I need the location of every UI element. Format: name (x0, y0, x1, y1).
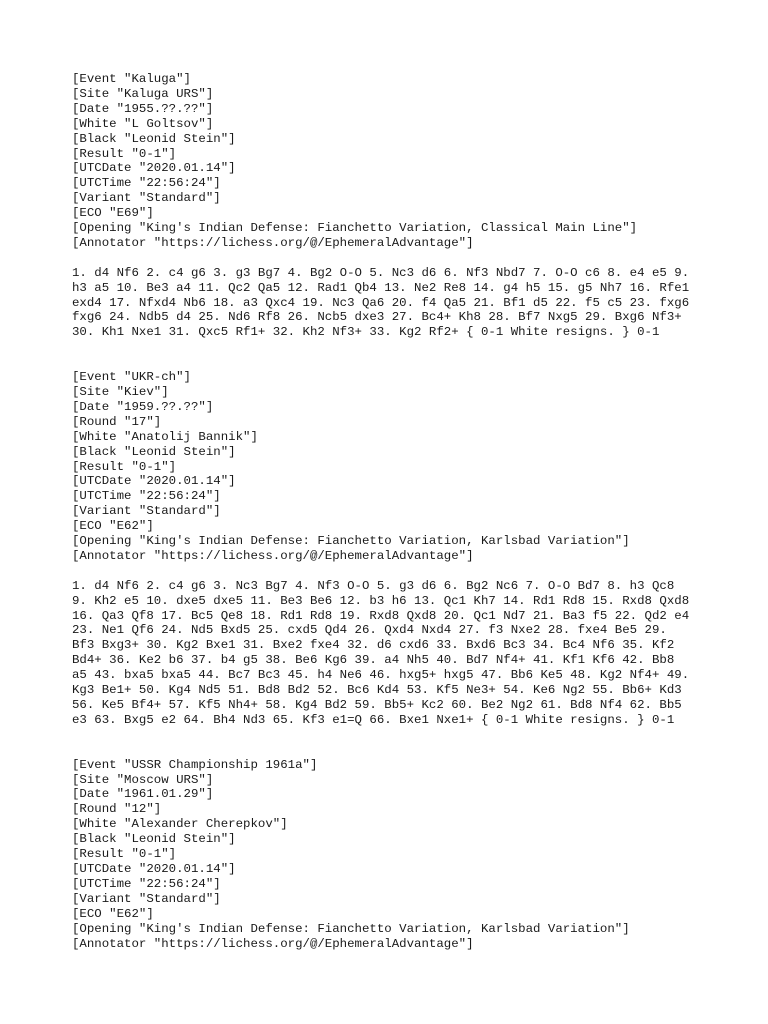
tag-variant: [Variant "Standard"] (72, 504, 221, 519)
tag-black: [Black "Leonid Stein"] (72, 444, 236, 459)
tag-black: [Black "Leonid Stein"] (72, 131, 236, 146)
tag-site: [Site "Moscow URS"] (72, 772, 214, 787)
game-2 (72, 370, 702, 728)
tag-utctime: [UTCTime "22:56:24"] (72, 876, 221, 891)
tag-site: [Site "Kaluga URS"] (72, 86, 214, 101)
tag-annotator: [Annotator "https://lichess.org/@/EphemeralAdvantage"] (72, 936, 474, 951)
tag-date: [Date "1961.01.29"] (72, 787, 214, 802)
tag-event: [Event "Kaluga"] (72, 72, 191, 86)
tag-utctime: [UTCTime "22:56:24"] (72, 489, 221, 504)
tag-eco: [ECO "E62"] (72, 519, 154, 534)
tag-utctime: [UTCTime "22:56:24"] (72, 176, 221, 191)
tag-round: [Round "17"] (72, 414, 162, 429)
tag-event: [Event "USSR Championship 1961a"] (72, 757, 318, 772)
tag-eco: [ECO "E69"] (72, 206, 154, 221)
tag-variant: [Variant "Standard"] (72, 191, 221, 206)
tag-eco: [ECO "E62"] (72, 906, 154, 921)
tag-variant: [Variant "Standard"] (72, 891, 221, 906)
pgn-document (72, 72, 702, 951)
tag-utcdate: [UTCDate "2020.01.14"] (72, 161, 236, 176)
game-1 (72, 72, 702, 340)
tag-annotator: [Annotator "https://lichess.org/@/EphemeralAdvantage"] (72, 235, 474, 250)
tag-opening: [Opening "King's Indian Defense: Fianchetto Variation, Karlsbad Variation"] (72, 921, 630, 936)
tag-utcdate: [UTCDate "2020.01.14"] (72, 474, 236, 489)
move-text: 1. d4 Nf6 2. c4 g6 3. g3 Bg7 4. Bg2 O-O 5. Nc3 d6 6. Nf3 Nbd7 7. O-O c6 8. e4 e5 9. h3 a5 10. Be3 a4 11. Qc2 Qa5 12. Rad1 Qb4 13. Ne2 Re8 14. g4 h5 15. g5 Nh7 16. Rfe1 exd4 17. Nfxd4 Nb6 18. a3 Qxc4 19. Nc3 Qa6 20. f4 Qa5 21. Bf1 d5 22. f5 c5 23. fxg6 fxg6 24. Ndb5 d4 25. Nd6 Rf8 26. Ncb5 dxe3 27. Bc4+ Kh8 28. Bf7 Nxg5 29. Bxg6 Nf3+ 30. Kh1 Nxe1 31. Qxc5 Rf1+ 32. Kh2 Nf3+ 33. Kg2 Rf2+ { 0-1 White resigns. } 0-1 (72, 265, 690, 340)
tag-white: [White "Alexander Cherepkov"] (72, 817, 288, 832)
tag-date: [Date "1955.??.??"] (72, 101, 214, 116)
move-text: 1. d4 Nf6 2. c4 g6 3. Nc3 Bg7 4. Nf3 O-O 5. g3 d6 6. Bg2 Nc6 7. O-O Bd7 8. h3 Qc8 9. Kh2 e5 10. dxe5 dxe5 11. Be3 Be6 12. b3 h6 13. Qc1 Kh7 14. Rd1 Rd8 15. Rxd8 Qxd8 16. Qa3 Qf8 17. Bc5 Qe8 18. Rd1 Rd8 19. Rxd8 Qxd8 20. Qc1 Nd7 21. Ba3 f5 22. Qd2 e4 23. Ne1 Qf6 24. Nd5 Bxd5 25. cxd5 Qd4 26. Qxd4 Nxd4 27. f3 Nxe2 28. fxe4 Be5 29. Bf3 Bxg3+ 30. Kg2 Bxe1 31. Bxe2 fxe4 32. d6 cxd6 33. Bxd6 Bc3 34. Bc4 Nf6 35. Kf2 Bd4+ 36. Ke2 b6 37. b4 g5 38. Be6 Kg6 39. a4 Nh5 40. Bd7 Nf4+ 41. Kf1 Kf6 42. Bb8 a5 43. bxa5 bxa5 44. Bc7 Bc3 45. h4 Ne6 46. hxg5+ hxg5 47. Bb6 Ke5 48. Kg2 Nf4+ 49. Kg3 Be1+ 50. Kg4 Nd5 51. Bd8 Bd2 52. Bc6 Kd4 53. Kf5 Ne3+ 54. Ke6 Ng2 55. Bb6+ Kd3 56. Ke5 Bf4+ 57. Kf5 Nh4+ 58. Kg4 Bd2 59. Bb5+ Kc2 60. Be2 Ng2 61. Bd8 Nf4 62. Bb5 e3 63. Bxg5 e2 64. Bh4 Nd3 65. Kf3 e1=Q 66. Bxe1 Nxe1+ { 0-1 White resigns. } 0-1 (72, 578, 690, 727)
tag-white: [White "Anatolij Bannik"] (72, 429, 258, 444)
tag-result: [Result "0-1"] (72, 146, 177, 161)
tag-result: [Result "0-1"] (72, 847, 177, 862)
tag-date: [Date "1959.??.??"] (72, 399, 214, 414)
tag-opening: [Opening "King's Indian Defense: Fianchetto Variation, Classical Main Line"] (72, 221, 638, 236)
tag-black: [Black "Leonid Stein"] (72, 832, 236, 847)
tag-site: [Site "Kiev"] (72, 385, 169, 399)
tag-annotator: [Annotator "https://lichess.org/@/EphemeralAdvantage"] (72, 548, 474, 563)
tag-event: [Event "UKR-ch"] (72, 370, 191, 385)
game-3 (72, 758, 702, 952)
tag-round: [Round "12"] (72, 802, 162, 817)
tag-opening: [Opening "King's Indian Defense: Fianchetto Variation, Karlsbad Variation"] (72, 534, 630, 549)
tag-utcdate: [UTCDate "2020.01.14"] (72, 861, 236, 876)
tag-result: [Result "0-1"] (72, 459, 177, 474)
tag-white: [White "L Goltsov"] (72, 116, 214, 131)
